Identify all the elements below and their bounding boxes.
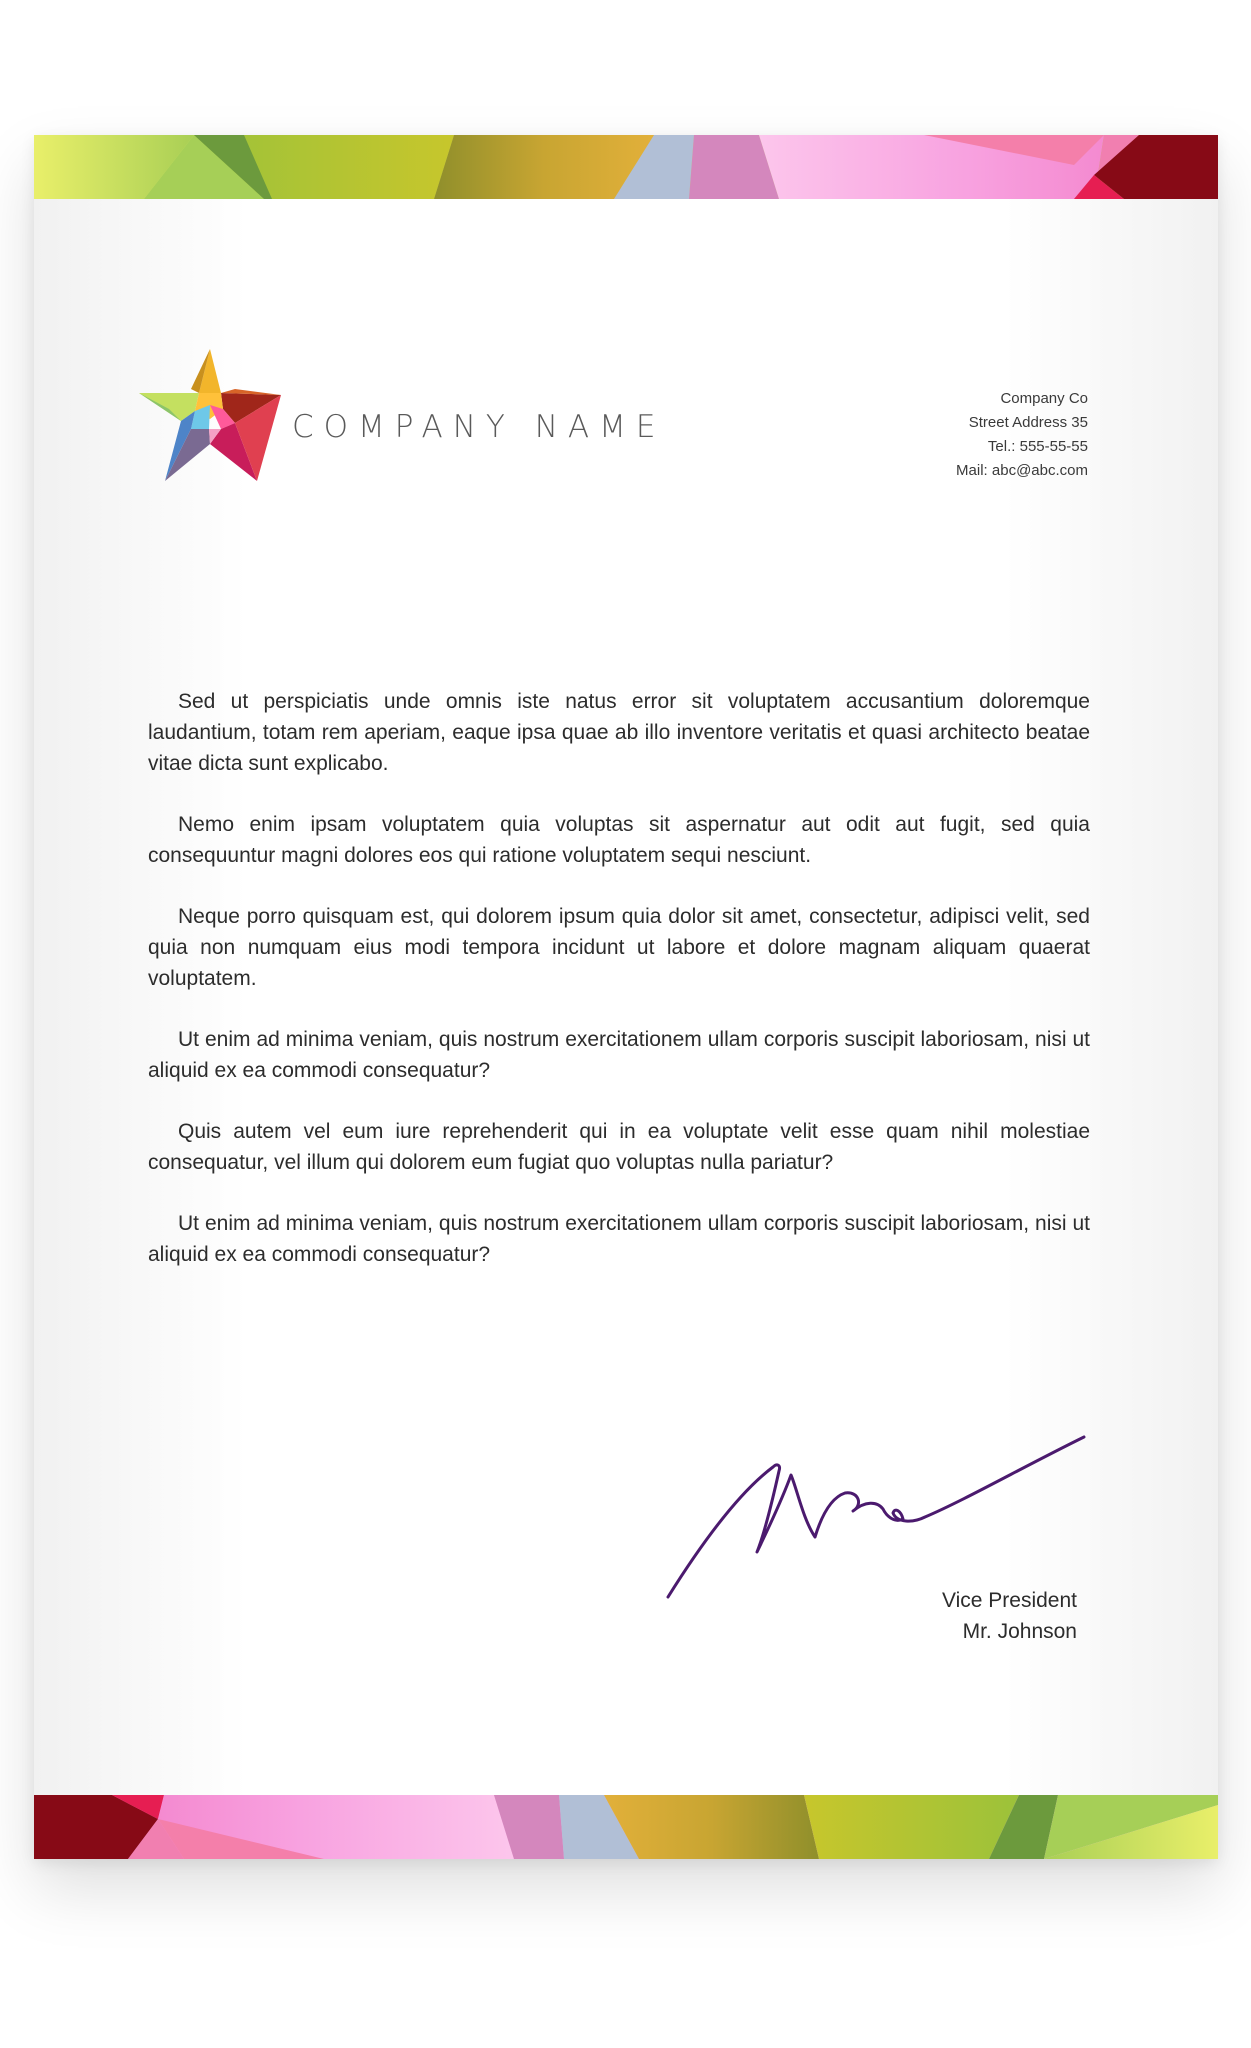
signer-name: Mr. Johnson xyxy=(962,1620,1077,1643)
signature xyxy=(663,1427,1089,1607)
contact-street: Street Address 35 xyxy=(968,414,1088,431)
paragraph: Nemo enim ipsam voluptatem quia voluptas sit aspernatur aut odit aut fugit, sed quia consequuntur magni dolores eos qui ratione voluptatem sequi nesciunt. xyxy=(148,813,1090,867)
bottom-color-band xyxy=(34,1795,1218,1859)
company-name-heading: COMPANY NAME xyxy=(292,409,666,445)
signature-stroke xyxy=(668,1437,1084,1597)
paragraph: Quis autem vel eum iure reprehenderit qui in ea voluptate velit esse quam nihil molestiae consequatur, vel illum qui dolorem eum fugiat quo voluptas nulla pariatur? xyxy=(148,1120,1090,1174)
paragraph: Ut enim ad minima veniam, quis nostrum exercitationem ullam corporis suscipit laboriosam, nisi ut aliquid ex ea commodi consequatur? xyxy=(148,1212,1090,1266)
contact-company: Company Co xyxy=(1000,390,1088,407)
signer-title: Vice President xyxy=(941,1589,1077,1612)
paragraph: Neque porro quisquam est, qui dolorem ipsum quia dolor sit amet, consectetur, adipisci velit, sed quia non numquam eius modi tempora incidunt ut labore et dolore magnam aliquam quaerat voluptatem. xyxy=(148,905,1090,990)
paragraph: Sed ut perspiciatis unde omnis iste natus error sit voluptatem accusantium doloremque laudantium, totam rem aperiam, eaque ipsa quae ab illo inventore veritatis et quasi architecto beatae vitae dicta sunt explicabo. xyxy=(148,690,1090,775)
star-logo-icon xyxy=(139,349,281,481)
contact-block xyxy=(956,387,1088,483)
signer-block xyxy=(942,1585,1077,1647)
letter-body xyxy=(148,686,1090,1300)
company-logo xyxy=(139,349,281,481)
contact-mail: Mail: abc@abc.com xyxy=(956,462,1088,479)
letterhead-page xyxy=(34,135,1218,1859)
paragraph: Ut enim ad minima veniam, quis nostrum exercitationem ullam corporis suscipit laboriosam, nisi ut aliquid ex ea commodi consequatur? xyxy=(148,1028,1090,1082)
top-color-band xyxy=(34,135,1218,199)
contact-phone: Tel.: 555-55-55 xyxy=(987,438,1088,455)
